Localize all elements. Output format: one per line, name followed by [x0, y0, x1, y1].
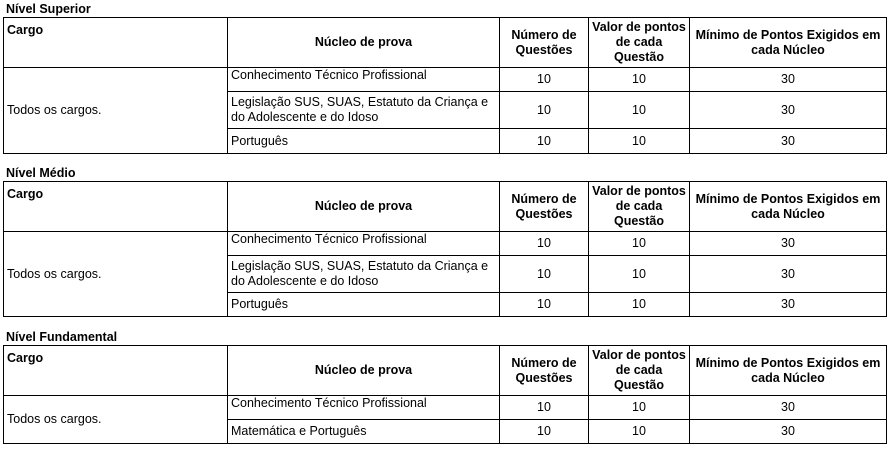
minimo-cell: 30: [690, 68, 887, 92]
nucleo-cell: Matemática e Português: [228, 420, 500, 444]
nucleo-cell: Conhecimento Técnico Profissional: [228, 68, 500, 92]
valor-cell: 10: [589, 68, 690, 92]
numero-cell: 10: [500, 396, 589, 420]
header-cargo: Cargo: [4, 346, 228, 396]
header-numero: Número de Questões: [500, 346, 589, 396]
table-nivel-superior: [3, 17, 887, 154]
header-numero: Número de Questões: [500, 18, 589, 68]
header-minimo: Mínimo de Pontos Exigidos em cada Núcleo: [690, 18, 887, 68]
table-nivel-fundamental: [3, 345, 887, 444]
table-nivel-medio: [3, 181, 887, 317]
cargo-cell: Todos os cargos.: [4, 68, 228, 154]
valor-cell: 10: [589, 396, 690, 420]
table-header-row: [4, 346, 887, 396]
valor-cell: 10: [589, 92, 690, 129]
section-title-medio: Nível Médio: [6, 166, 76, 180]
header-minimo: Mínimo de Pontos Exigidos em cada Núcleo: [690, 182, 887, 232]
header-valor: Valor de pontos de cada Questão: [589, 18, 690, 68]
table-row: [4, 68, 887, 92]
nucleo-cell: Português: [228, 129, 500, 154]
numero-cell: 10: [500, 129, 589, 154]
numero-cell: 10: [500, 68, 589, 92]
valor-cell: 10: [589, 129, 690, 154]
table-header-row: [4, 182, 887, 232]
minimo-cell: 30: [690, 293, 887, 317]
cargo-cell: Todos os cargos.: [4, 396, 228, 444]
minimo-cell: 30: [690, 232, 887, 256]
minimo-cell: 30: [690, 92, 887, 129]
header-minimo: Mínimo de Pontos Exigidos em cada Núcleo: [690, 346, 887, 396]
nucleo-cell: Legislação SUS, SUAS, Estatuto da Criança e do Adolescente e do Idoso: [228, 256, 500, 293]
header-valor: Valor de pontos de cada Questão: [589, 346, 690, 396]
header-cargo: Cargo: [4, 18, 228, 68]
valor-cell: 10: [589, 420, 690, 444]
header-cargo: Cargo: [4, 182, 228, 232]
minimo-cell: 30: [690, 129, 887, 154]
nucleo-cell: Conhecimento Técnico Profissional: [228, 232, 500, 256]
cargo-cell: Todos os cargos.: [4, 232, 228, 317]
valor-cell: 10: [589, 293, 690, 317]
minimo-cell: 30: [690, 396, 887, 420]
section-title-fundamental: Nível Fundamental: [6, 330, 118, 344]
numero-cell: 10: [500, 232, 589, 256]
nucleo-cell: Português: [228, 293, 500, 317]
header-nucleo: Núcleo de prova: [228, 18, 500, 68]
header-valor: Valor de pontos de cada Questão: [589, 182, 690, 232]
nucleo-cell: Conhecimento Técnico Profissional: [228, 396, 500, 420]
table-header-row: [4, 18, 887, 68]
numero-cell: 10: [500, 256, 589, 293]
section-title-superior: Nível Superior: [6, 2, 91, 16]
numero-cell: 10: [500, 293, 589, 317]
valor-cell: 10: [589, 256, 690, 293]
header-nucleo: Núcleo de prova: [228, 182, 500, 232]
valor-cell: 10: [589, 232, 690, 256]
table-row: [4, 232, 887, 256]
nucleo-cell: Legislação SUS, SUAS, Estatuto da Criança e do Adolescente e do Idoso: [228, 92, 500, 129]
header-numero: Número de Questões: [500, 182, 589, 232]
minimo-cell: 30: [690, 256, 887, 293]
numero-cell: 10: [500, 92, 589, 129]
minimo-cell: 30: [690, 420, 887, 444]
header-nucleo: Núcleo de prova: [228, 346, 500, 396]
numero-cell: 10: [500, 420, 589, 444]
table-row: [4, 396, 887, 420]
